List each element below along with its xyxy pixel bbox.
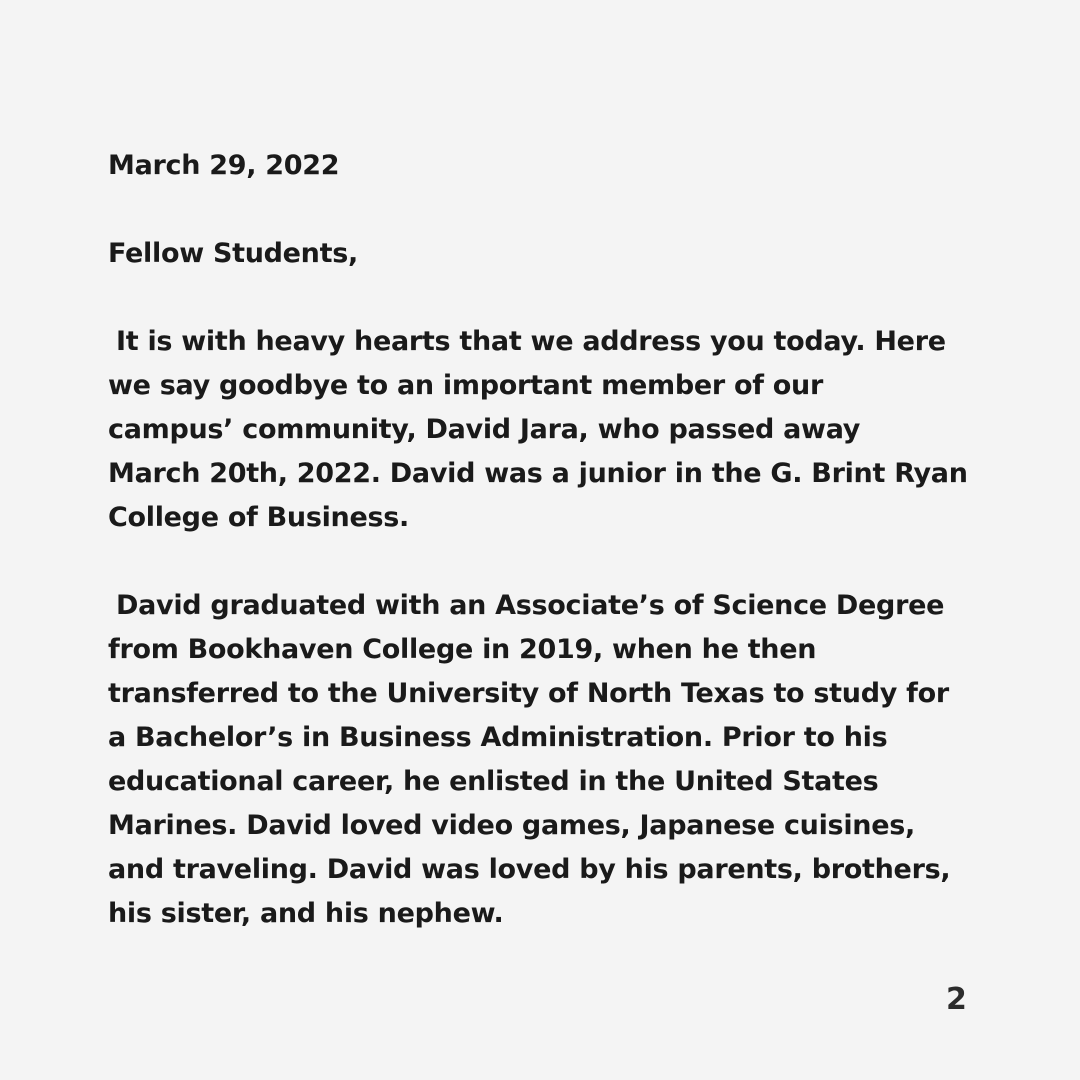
- paragraph-line: and traveling. David was loved by his parents, brothers,: [108, 854, 951, 885]
- paragraph-line: David graduated with an Associate’s of Science Degree: [116, 590, 945, 621]
- paragraph-biography: [108, 584, 978, 936]
- paragraph-line: from Bookhaven College in 2019, when he then: [108, 634, 817, 665]
- letter-body: [108, 144, 978, 980]
- paragraph-line: campus’ community, David Jara, who passed away: [108, 414, 861, 445]
- letter-date: March 29, 2022: [108, 150, 340, 181]
- paragraph-line: College of Business.: [108, 502, 409, 533]
- letter-greeting: Fellow Students,: [108, 238, 358, 269]
- paragraph-line: March 20th, 2022. David was a junior in the G. Brint Ryan: [108, 458, 968, 489]
- paragraph-line: It is with heavy hearts that we address you today. Here: [116, 326, 946, 357]
- paragraph-announcement: [108, 320, 978, 540]
- paragraph-line: a Bachelor’s in Business Administration. Prior to his: [108, 722, 888, 753]
- paragraph-line: transferred to the University of North Texas to study for: [108, 678, 949, 709]
- paragraph-line: we say goodbye to an important member of our: [108, 370, 823, 401]
- paragraph-line: his sister, and his nephew.: [108, 898, 504, 929]
- paragraph-line: educational career, he enlisted in the United States: [108, 766, 879, 797]
- page-number: 2: [946, 982, 967, 1017]
- paragraph-line: Marines. David loved video games, Japanese cuisines,: [108, 810, 915, 841]
